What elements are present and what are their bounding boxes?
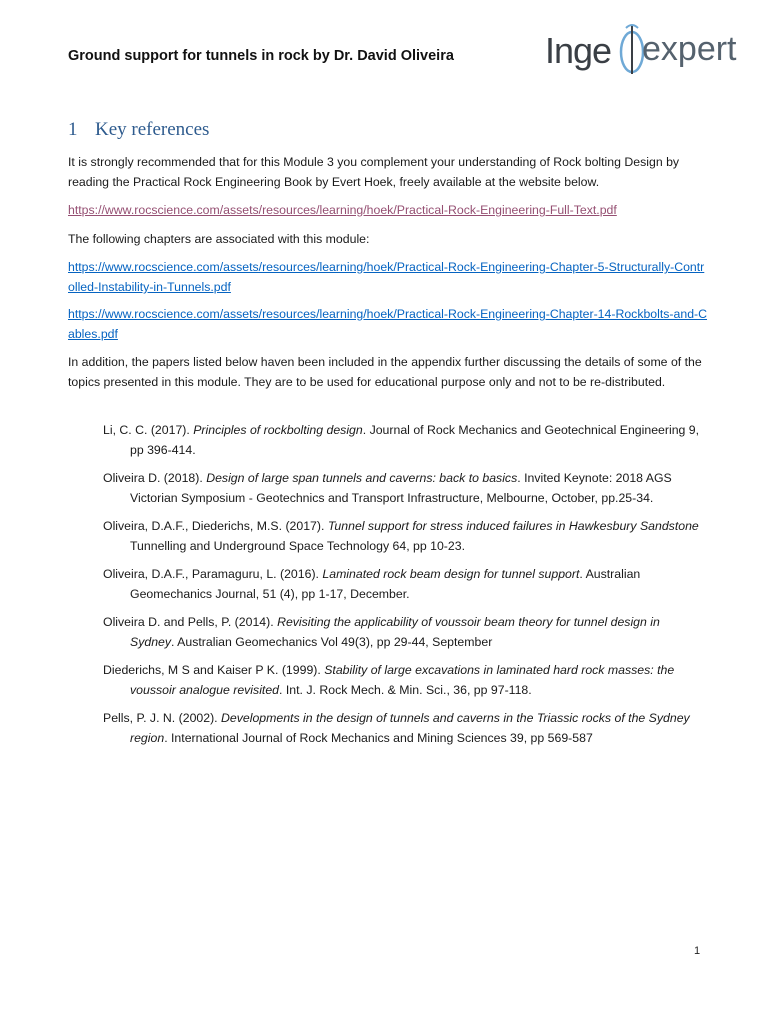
section-heading: [68, 119, 209, 141]
reference-item: Oliveira, D.A.F., Paramaguru, L. (2016). Laminated rock beam design for tunnel support. Australian Geomechanics Journal, 51 (4), pp 1-17, December.: [103, 567, 641, 601]
reference-item: Oliveira D. and Pells, P. (2014). Revisiting the applicability of voussoir beam theory for tunnel design in Sydney. Australian Geomechanics Vol 49(3), pp 29-44, September: [103, 615, 660, 649]
logo-text-expert: expert: [642, 30, 737, 68]
reference-list: [103, 420, 703, 756]
intro-paragraph: It is strongly recommended that for this Module 3 you complement your understanding of Rock bolting Design by reading the Practical Rock Engineering Book by Evert Hoek, freely available at the website below.: [68, 155, 680, 189]
section-number: 1: [68, 119, 78, 140]
ingexpert-logo: [545, 22, 745, 76]
chapter5-link[interactable]: https://www.rocscience.com/assets/resources/learning/hoek/Practical-Rock-Engineering-Chapter-5-Structurally-Controlled-Instability-in-Tunnels.pdf: [68, 260, 705, 294]
full-text-link-paragraph: [68, 200, 708, 220]
page-number: 1: [694, 945, 701, 957]
chapter14-link-paragraph: [68, 304, 708, 344]
chapter14-link[interactable]: https://www.rocscience.com/assets/resources/learning/hoek/Practical-Rock-Engineering-Chapter-14-Rockbolts-and-Cables.pdf: [68, 307, 708, 341]
chapters-intro: The following chapters are associated with this module:: [68, 232, 370, 246]
full-text-link[interactable]: https://www.rocscience.com/assets/resources/learning/hoek/Practical-Rock-Engineering-Full-Text.pdf: [68, 203, 617, 217]
section-title: Key references: [95, 119, 210, 140]
reference-item: Oliveira, D.A.F., Diederichs, M.S. (2017). Tunnel support for stress induced failures in Hawkesbury Sandstone Tunnelling and Underground Space Technology 64, pp 10-23.: [103, 519, 699, 553]
logo-text-inge: Inge: [545, 30, 612, 71]
reference-item: Oliveira D. (2018). Design of large span tunnels and caverns: back to basics. Invited Keynote: 2018 AGS Victorian Symposium - Geotechnics and Transport Infrastructure, Melbourne, October, pp.25-34.: [103, 471, 672, 505]
chapter5-link-paragraph: [68, 257, 708, 297]
appendix-note: In addition, the papers listed below haven been included in the appendix further discussing the details of some of the topics presented in this module. They are to be used for educational purpose only and not to be re-distributed.: [68, 355, 702, 389]
reference-item: Li, C. C. (2017). Principles of rockbolting design. Journal of Rock Mechanics and Geotechnical Engineering 9, pp 396-414.: [103, 423, 700, 457]
document-header-title: Ground support for tunnels in rock by Dr. David Oliveira: [68, 48, 454, 64]
reference-item: Pells, P. J. N. (2002). Developments in the design of tunnels and caverns in the Triassic rocks of the Sydney region. International Journal of Rock Mechanics and Mining Sciences 39, pp 569-587: [103, 711, 690, 745]
reference-item: Diederichs, M S and Kaiser P K. (1999). Stability of large excavations in laminated hard rock masses: the voussoir analogue revisited. Int. J. Rock Mech. & Min. Sci., 36, pp 97-118.: [103, 663, 675, 697]
